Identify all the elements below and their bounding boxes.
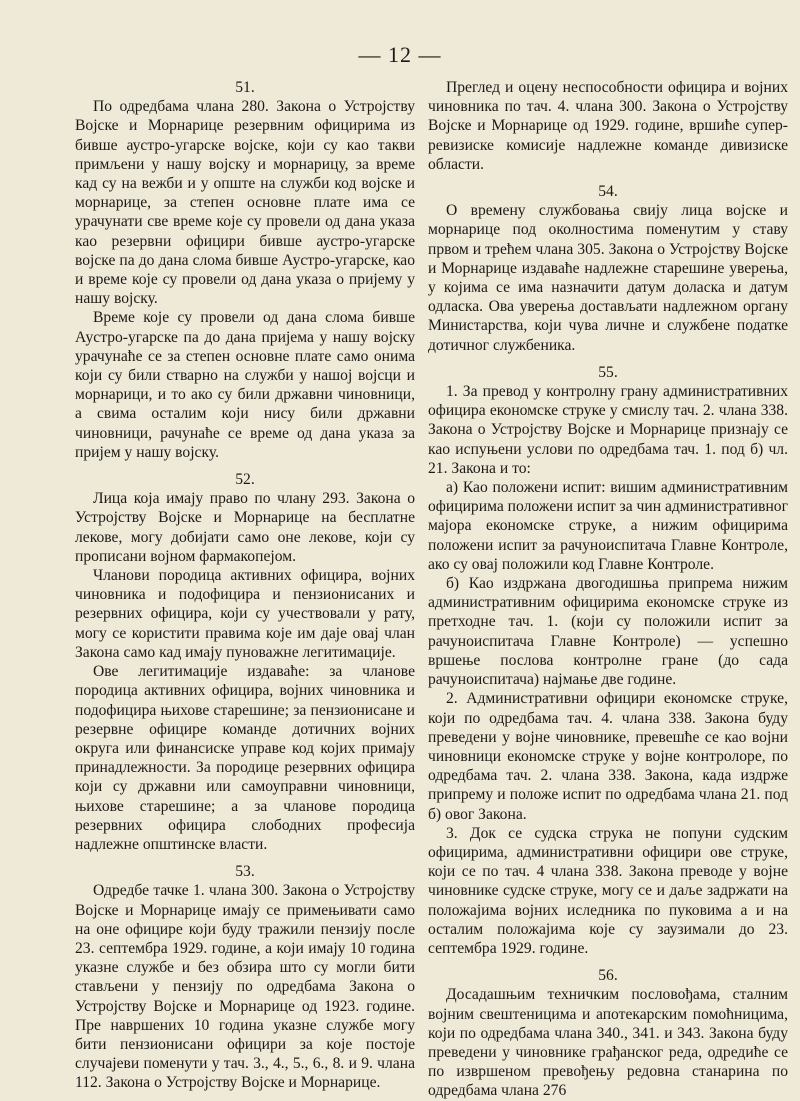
article-heading: 56. xyxy=(598,967,618,985)
paragraph: 1. За превод у контролну грану административних официра економске струке у смислу тач. 2. члана 338. Закона о Устројству Војске и Морнарице признају се као испуњени услови по одредбама тач. 1. под б) чл. 21. Закона и то: xyxy=(428,383,788,477)
paragraph: Време које су провели од дана слома бивше Аустро-угарске па до дана пријема у нашу војску урачунаће се за степен основне плате само онима који су били стварно на служби у нашој војсци и морнарици, и то ако су били државни чиновници, а свима осталим који нису били државни чиновници, рачунаће се време од дана указа за пријем у нашу војску. xyxy=(75,309,415,461)
paragraph: 2. Административни официри економске струке, који по одредбама тач. 4. члана 338. Закона буду преведени у војне чиновнике, превешће се као војни чиновници економске струке у војне контролоре, по одредбама тач. 2. члана 338. Закона, када издрже припрему и положе испит по одредбама члана 21. под б) овог Закона. xyxy=(428,690,788,823)
article-heading: 52. xyxy=(235,471,255,489)
paragraph: а) Као положени испит: вишим административним официрима положени испит за чин административног мајора економске струке, а нижим официрима положени испит за рачуноиспитача Главне Контроле, ако су овај положили код Главне Контроле. xyxy=(428,479,789,573)
paragraph: Чланови породица активних официра, војних чиновника и подофицира и пензионисаних и резервних официра, који су учествовали у рату, могу се користити правима које им даје овај члан Закона само кад имају пуноважне легитимације. xyxy=(75,567,415,661)
article-heading: 54. xyxy=(598,183,618,201)
paragraph: По одредбама члана 280. Закона о Устројству Војске и Морнарице резервним официрима из бивше аустро-угарске војске, који су као такви примљени у нашу војску и морнарицу, за време кад су на вежби и у опште на служби код војске и морнарице, за степен основне плате има се урачунати све време које су провели од дана указа као резервни официри бивше аустро-угарске војске па до дана слома бивше Аустро-угарске, као и време које су провели од дана указа о пријему у нашу војску. xyxy=(75,98,415,308)
paragraph: Лица која имају право по члану 293. Закона о Устројству Војске и Морнарице на бесплатне лекове, могу добијати само оне лекове, који су прописани војном фармакопејом. xyxy=(75,490,415,565)
paragraph: О времену службовања свију лица војске и морнарице под околностима поменутим у ставу првом и трећем члана 305. Закона о Устројству Војске и Морнарице издаваће надлежне старешине уверења, у којима се има назначити датум доласка и датум одласка. Ова уверења достављати надлежном органу Министарства, који чува личне и службене податке дотичног службеника. xyxy=(428,202,788,354)
page-number: — 12 — xyxy=(358,42,442,67)
paragraph: 3. Док се судска струка не попуни судским официрима, административни официри ове струке, који се по тач. 4 члана 338. Закона преводе у војне чиновнике судске струке, могу се и даље задржати на положајима војних иследника по пуковима а и на осталим положајима које су заузимали до 23. септембра 1929. године. xyxy=(428,824,788,957)
paragraph: Одредбе тачке 1. члана 300. Закона о Устројству Војске и Морнарице имају се примењивати само на оне официре који буду тражили пензију после 23. септембра 1929. године, а који имају 10 година указне службе и без обзира што су могли бити стављени у пензију по одредбама Закона о Устројству Војске и Морнарице од 1923. године. Пре навршених 10 година указне службе могу бити пензионисани официри за које постоје случајеви поменути у тач. 3., 4., 5., 6., 8. и 9. члана 112. Закона о Устројству Војске и Морнарице. xyxy=(75,882,415,1092)
paragraph: б) Као издржана двогодишња припрема нижим административним официрима економске струке из претходне тач. 1. (који су положили испит за рачуноиспитача Главне Контроле) — успешно вршење послова контролне гране (до сада рачуноиспитача) најмање две године. xyxy=(428,575,788,689)
paragraph: Досадашњим техничким пословођама, сталним војним свештеницима и апотекарским помоћницима, који по одредбама члана 340., 341. и 343. Закона буду преведени у чиновнике грађанског реда, одредиће се по извршеном превођењу редовна станарина по одредбама члана 276 xyxy=(428,986,788,1100)
right-column xyxy=(428,78,788,1101)
left-column xyxy=(75,78,415,1093)
article-heading: 53. xyxy=(235,863,255,881)
article-heading: 51. xyxy=(235,79,255,96)
paragraph: Ове легитимације издаваће: за чланове породица активних официра, војних чиновника и подофицира њихове старешине; за пензионисане и резервне официре команде дотичних војних округа или финансиске управе код којих примају принадлежности. За породице резервних официра који су државни или самоуправни чиновници, њихове старешине; а за чланове породица резервних официра слободних професија надлежне општинске власти. xyxy=(75,663,415,853)
article-heading: 55. xyxy=(598,363,618,381)
paragraph: Преглед и оцену неспособности официра и војних чиновника по тач. 4. члана 300. Закона о Устројству Војске и Морнарице од 1929. године, вршиће супер-ревизиске комисије надлежне команде дивизиске области. xyxy=(428,79,788,173)
